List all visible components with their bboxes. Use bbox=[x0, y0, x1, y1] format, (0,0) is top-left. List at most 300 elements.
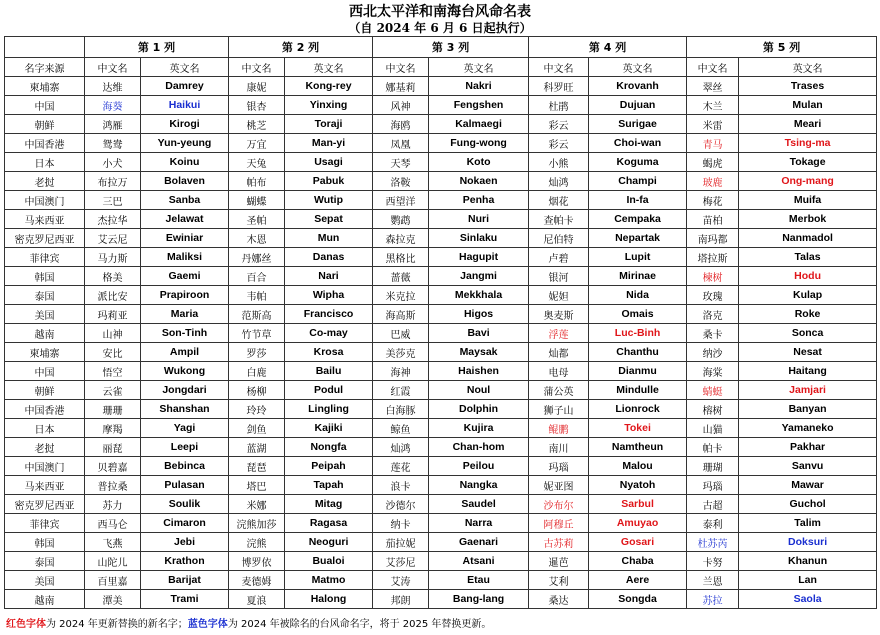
chinese-name-cell: 玫瑰 bbox=[687, 286, 739, 305]
english-name-cell: Bavi bbox=[429, 324, 529, 343]
table-row bbox=[5, 381, 877, 400]
english-name-cell: Wipha bbox=[285, 286, 373, 305]
table-body bbox=[5, 77, 877, 609]
list-2-header: 第 2 列 bbox=[229, 37, 373, 58]
name-source-cell: 老挝 bbox=[5, 172, 85, 191]
english-name-cell: Tokage bbox=[739, 153, 877, 172]
chinese-name-cell: 小犬 bbox=[85, 153, 141, 172]
english-name-cell: Haitang bbox=[739, 362, 877, 381]
english-name-cell: Nongfa bbox=[285, 438, 373, 457]
chinese-name-cell: 丹娜丝 bbox=[229, 248, 285, 267]
chinese-name-cell: 贝碧嘉 bbox=[85, 457, 141, 476]
english-name-cell: Lingling bbox=[285, 400, 373, 419]
table-row bbox=[5, 343, 877, 362]
english-name-cell: Khanun bbox=[739, 552, 877, 571]
english-name-cell: Sanba bbox=[141, 191, 229, 210]
english-name-cell: Banyan bbox=[739, 400, 877, 419]
chinese-name-cell: 玲玲 bbox=[229, 400, 285, 419]
english-name-cell: Nepartak bbox=[589, 229, 687, 248]
list-header-row bbox=[5, 37, 877, 58]
name-source-cell: 朝鲜 bbox=[5, 115, 85, 134]
english-name-cell: Peilou bbox=[429, 457, 529, 476]
chinese-name-cell: 百里嘉 bbox=[85, 571, 141, 590]
english-name-cell: Nanmadol bbox=[739, 229, 877, 248]
cn-column-header: 中文名 bbox=[373, 58, 429, 77]
table-row bbox=[5, 191, 877, 210]
english-name-cell: Nyatoh bbox=[589, 476, 687, 495]
english-name-cell: Danas bbox=[285, 248, 373, 267]
english-name-cell: Kirogi bbox=[141, 115, 229, 134]
english-name-cell: Lionrock bbox=[589, 400, 687, 419]
english-name-cell: Luc-Binh bbox=[589, 324, 687, 343]
chinese-name-cell: 云雀 bbox=[85, 381, 141, 400]
table-row bbox=[5, 153, 877, 172]
english-name-cell: Fung-wong bbox=[429, 134, 529, 153]
chinese-name-cell: 莲花 bbox=[373, 457, 429, 476]
chinese-name-cell: 麦德姆 bbox=[229, 571, 285, 590]
chinese-name-cell: 普拉桑 bbox=[85, 476, 141, 495]
en-column-header: 英文名 bbox=[589, 58, 687, 77]
chinese-name-cell: 茄拉妮 bbox=[373, 533, 429, 552]
chinese-name-cell: 达维 bbox=[85, 77, 141, 96]
english-name-cell: Peipah bbox=[285, 457, 373, 476]
english-name-cell: Atsani bbox=[429, 552, 529, 571]
chinese-name-cell: 尼伯特 bbox=[529, 229, 589, 248]
english-name-cell: Mirinae bbox=[589, 267, 687, 286]
chinese-name-cell: 苏拉 bbox=[687, 590, 739, 609]
chinese-name-cell: 剑鱼 bbox=[229, 419, 285, 438]
english-name-cell: Leepi bbox=[141, 438, 229, 457]
english-name-cell: Namtheun bbox=[589, 438, 687, 457]
chinese-name-cell: 泰利 bbox=[687, 514, 739, 533]
chinese-name-cell: 梅花 bbox=[687, 191, 739, 210]
english-name-cell: Gaenari bbox=[429, 533, 529, 552]
chinese-name-cell: 小熊 bbox=[529, 153, 589, 172]
table-row bbox=[5, 172, 877, 191]
chinese-name-cell: 卡努 bbox=[687, 552, 739, 571]
english-name-cell: Mulan bbox=[739, 96, 877, 115]
english-name-cell: Podul bbox=[285, 381, 373, 400]
chinese-name-cell: 圣帕 bbox=[229, 210, 285, 229]
english-name-cell: Kajiki bbox=[285, 419, 373, 438]
chinese-name-cell: 南玛都 bbox=[687, 229, 739, 248]
chinese-name-cell: 桃芝 bbox=[229, 115, 285, 134]
table-row bbox=[5, 476, 877, 495]
en-column-header: 英文名 bbox=[141, 58, 229, 77]
table-row bbox=[5, 286, 877, 305]
chinese-name-cell: 浮莲 bbox=[529, 324, 589, 343]
table-row bbox=[5, 400, 877, 419]
english-name-cell: Bualoi bbox=[285, 552, 373, 571]
chinese-name-cell: 杜苏芮 bbox=[687, 533, 739, 552]
cn-column-header: 中文名 bbox=[85, 58, 141, 77]
chinese-name-cell: 杜鹃 bbox=[529, 96, 589, 115]
chinese-name-cell: 白鹿 bbox=[229, 362, 285, 381]
english-name-cell: Ong-mang bbox=[739, 172, 877, 191]
chinese-name-cell: 灿都 bbox=[529, 343, 589, 362]
name-source-cell: 马来西亚 bbox=[5, 476, 85, 495]
english-name-cell: Surigae bbox=[589, 115, 687, 134]
chinese-name-cell: 西马仑 bbox=[85, 514, 141, 533]
chinese-name-cell: 娜基莉 bbox=[373, 77, 429, 96]
name-source-cell: 越南 bbox=[5, 590, 85, 609]
english-name-cell: Koguma bbox=[589, 153, 687, 172]
name-source-cell: 中国香港 bbox=[5, 400, 85, 419]
chinese-name-cell: 艾利 bbox=[529, 571, 589, 590]
chinese-name-cell: 帕布 bbox=[229, 172, 285, 191]
english-name-cell: Dianmu bbox=[589, 362, 687, 381]
name-source-cell: 马来西亚 bbox=[5, 210, 85, 229]
chinese-name-cell: 玛瑙 bbox=[529, 457, 589, 476]
title-block bbox=[0, 4, 880, 36]
english-name-cell: Jebi bbox=[141, 533, 229, 552]
name-source-cell: 柬埔寨 bbox=[5, 77, 85, 96]
chinese-name-cell: 艾莎尼 bbox=[373, 552, 429, 571]
chinese-name-cell: 布拉万 bbox=[85, 172, 141, 191]
cn-column-header: 中文名 bbox=[229, 58, 285, 77]
english-name-cell: Merbok bbox=[739, 210, 877, 229]
chinese-name-cell: 潭美 bbox=[85, 590, 141, 609]
chinese-name-cell: 海葵 bbox=[85, 96, 141, 115]
english-name-cell: Jangmi bbox=[429, 267, 529, 286]
english-name-cell: Hagupit bbox=[429, 248, 529, 267]
chinese-name-cell: 西望洋 bbox=[373, 191, 429, 210]
chinese-name-cell: 烟花 bbox=[529, 191, 589, 210]
english-name-cell: Nuri bbox=[429, 210, 529, 229]
chinese-name-cell: 格美 bbox=[85, 267, 141, 286]
english-name-cell: Soulik bbox=[141, 495, 229, 514]
name-source-cell: 朝鲜 bbox=[5, 381, 85, 400]
chinese-name-cell: 蝴蝶 bbox=[229, 191, 285, 210]
english-name-cell: Mekkhala bbox=[429, 286, 529, 305]
page-title: 西北太平洋和南海台风命名表 bbox=[349, 4, 531, 20]
name-source-cell: 菲律宾 bbox=[5, 248, 85, 267]
english-name-cell: Malou bbox=[589, 457, 687, 476]
name-source-cell: 老挝 bbox=[5, 438, 85, 457]
name-source-cell: 日本 bbox=[5, 419, 85, 438]
table-row bbox=[5, 533, 877, 552]
english-name-cell: Dujuan bbox=[589, 96, 687, 115]
english-name-cell: Amuyao bbox=[589, 514, 687, 533]
chinese-name-cell: 桑卡 bbox=[687, 324, 739, 343]
en-column-header: 英文名 bbox=[285, 58, 373, 77]
english-name-cell: Muifa bbox=[739, 191, 877, 210]
chinese-name-cell: 百合 bbox=[229, 267, 285, 286]
chinese-name-cell: 蒲公英 bbox=[529, 381, 589, 400]
english-name-cell: Choi-wan bbox=[589, 134, 687, 153]
table-row bbox=[5, 267, 877, 286]
chinese-name-cell: 鸳鸯 bbox=[85, 134, 141, 153]
chinese-name-cell: 木兰 bbox=[687, 96, 739, 115]
chinese-name-cell: 洛克 bbox=[687, 305, 739, 324]
chinese-name-cell: 桑达 bbox=[529, 590, 589, 609]
chinese-name-cell: 鲸鱼 bbox=[373, 419, 429, 438]
cn-column-header: 中文名 bbox=[687, 58, 739, 77]
chinese-name-cell: 灿鸿 bbox=[529, 172, 589, 191]
english-name-cell: Kujira bbox=[429, 419, 529, 438]
chinese-name-cell: 夏浪 bbox=[229, 590, 285, 609]
chinese-name-cell: 杰拉华 bbox=[85, 210, 141, 229]
english-name-cell: Mun bbox=[285, 229, 373, 248]
table-row bbox=[5, 552, 877, 571]
english-name-cell: Usagi bbox=[285, 153, 373, 172]
table-row bbox=[5, 134, 877, 153]
chinese-name-cell: 蔷薇 bbox=[373, 267, 429, 286]
chinese-name-cell: 玛瑙 bbox=[687, 476, 739, 495]
chinese-name-cell: 天兔 bbox=[229, 153, 285, 172]
chinese-name-cell: 妮亚图 bbox=[529, 476, 589, 495]
footnote bbox=[6, 615, 491, 630]
chinese-name-cell: 查帕卡 bbox=[529, 210, 589, 229]
chinese-name-cell: 纳卡 bbox=[373, 514, 429, 533]
english-name-cell: Koto bbox=[429, 153, 529, 172]
page-subtitle: （自 2024 年 6 月 6 日起执行） bbox=[348, 21, 532, 35]
name-source-cell: 韩国 bbox=[5, 533, 85, 552]
english-name-cell: Gaemi bbox=[141, 267, 229, 286]
chinese-name-cell: 沙布尔 bbox=[529, 495, 589, 514]
chinese-name-cell: 木恩 bbox=[229, 229, 285, 248]
english-name-cell: Kalmaegi bbox=[429, 115, 529, 134]
chinese-name-cell: 苗柏 bbox=[687, 210, 739, 229]
english-name-cell: Fengshen bbox=[429, 96, 529, 115]
english-name-cell: Shanshan bbox=[141, 400, 229, 419]
list-5-header: 第 5 列 bbox=[687, 37, 877, 58]
english-name-cell: Ampil bbox=[141, 343, 229, 362]
english-name-cell: Talim bbox=[739, 514, 877, 533]
english-name-cell: Yamaneko bbox=[739, 419, 877, 438]
chinese-name-cell: 妮妲 bbox=[529, 286, 589, 305]
english-name-cell: Cempaka bbox=[589, 210, 687, 229]
table-row bbox=[5, 229, 877, 248]
name-source-cell: 菲律宾 bbox=[5, 514, 85, 533]
english-name-cell: Bang-lang bbox=[429, 590, 529, 609]
chinese-name-cell: 塔巴 bbox=[229, 476, 285, 495]
chinese-name-cell: 古苏莉 bbox=[529, 533, 589, 552]
footnote-red-label: 红色字体 bbox=[6, 619, 46, 630]
table-row bbox=[5, 77, 877, 96]
english-name-cell: Mawar bbox=[739, 476, 877, 495]
table-row bbox=[5, 305, 877, 324]
english-name-cell: Trases bbox=[739, 77, 877, 96]
chinese-name-cell: 暹芭 bbox=[529, 552, 589, 571]
english-name-cell: Meari bbox=[739, 115, 877, 134]
name-source-cell: 密克罗尼西亚 bbox=[5, 495, 85, 514]
chinese-name-cell: 三巴 bbox=[85, 191, 141, 210]
chinese-name-cell: 凤凰 bbox=[373, 134, 429, 153]
chinese-name-cell: 南川 bbox=[529, 438, 589, 457]
chinese-name-cell: 白海豚 bbox=[373, 400, 429, 419]
english-name-cell: Narra bbox=[429, 514, 529, 533]
chinese-name-cell: 杨柳 bbox=[229, 381, 285, 400]
chinese-name-cell: 帕卡 bbox=[687, 438, 739, 457]
english-name-cell: Higos bbox=[429, 305, 529, 324]
chinese-name-cell: 艾涛 bbox=[373, 571, 429, 590]
english-name-cell: Francisco bbox=[285, 305, 373, 324]
chinese-name-cell: 浪卡 bbox=[373, 476, 429, 495]
chinese-name-cell: 森拉克 bbox=[373, 229, 429, 248]
name-source-cell: 中国 bbox=[5, 362, 85, 381]
english-name-cell: Sepat bbox=[285, 210, 373, 229]
footnote-blue-text: 为 2024 年被除名的台风命名字，将于 2025 年替换更新。 bbox=[227, 619, 492, 630]
chinese-name-cell: 珊瑚 bbox=[687, 457, 739, 476]
english-name-cell: In-fa bbox=[589, 191, 687, 210]
english-name-cell: Nesat bbox=[739, 343, 877, 362]
chinese-name-cell: 珊珊 bbox=[85, 400, 141, 419]
chinese-name-cell: 银河 bbox=[529, 267, 589, 286]
english-name-cell: Chan-hom bbox=[429, 438, 529, 457]
chinese-name-cell: 悟空 bbox=[85, 362, 141, 381]
english-name-cell: Ragasa bbox=[285, 514, 373, 533]
english-name-cell: Bolaven bbox=[141, 172, 229, 191]
chinese-name-cell: 古超 bbox=[687, 495, 739, 514]
english-name-cell: Maria bbox=[141, 305, 229, 324]
footnote-blue-label: 蓝色字体 bbox=[187, 619, 228, 630]
english-name-cell: Toraji bbox=[285, 115, 373, 134]
table-row bbox=[5, 590, 877, 609]
english-name-cell: Roke bbox=[739, 305, 877, 324]
chinese-name-cell: 风神 bbox=[373, 96, 429, 115]
english-name-cell: Etau bbox=[429, 571, 529, 590]
english-name-cell: Barijat bbox=[141, 571, 229, 590]
chinese-name-cell: 米娜 bbox=[229, 495, 285, 514]
name-source-cell: 柬埔寨 bbox=[5, 343, 85, 362]
english-name-cell: Matmo bbox=[285, 571, 373, 590]
chinese-name-cell: 蝎虎 bbox=[687, 153, 739, 172]
chinese-name-cell: 米雷 bbox=[687, 115, 739, 134]
table-row bbox=[5, 495, 877, 514]
chinese-name-cell: 马力斯 bbox=[85, 248, 141, 267]
name-source-cell: 密克罗尼西亚 bbox=[5, 229, 85, 248]
chinese-name-cell: 兰恩 bbox=[687, 571, 739, 590]
english-name-cell: Cimaron bbox=[141, 514, 229, 533]
chinese-name-cell: 巴威 bbox=[373, 324, 429, 343]
english-name-cell: Koinu bbox=[141, 153, 229, 172]
chinese-name-cell: 山猫 bbox=[687, 419, 739, 438]
name-source-cell: 泰国 bbox=[5, 286, 85, 305]
list-1-header: 第 1 列 bbox=[85, 37, 229, 58]
table-row bbox=[5, 457, 877, 476]
english-name-cell: Man-yi bbox=[285, 134, 373, 153]
chinese-name-cell: 丽琵 bbox=[85, 438, 141, 457]
english-name-cell: Mitag bbox=[285, 495, 373, 514]
cn-column-header: 中文名 bbox=[529, 58, 589, 77]
english-name-cell: Saudel bbox=[429, 495, 529, 514]
chinese-name-cell: 洛鞍 bbox=[373, 172, 429, 191]
chinese-name-cell: 青马 bbox=[687, 134, 739, 153]
chinese-name-cell: 海神 bbox=[373, 362, 429, 381]
english-name-cell: Chaba bbox=[589, 552, 687, 571]
english-name-cell: Sinlaku bbox=[429, 229, 529, 248]
name-source-cell: 美国 bbox=[5, 571, 85, 590]
table-row bbox=[5, 419, 877, 438]
table-row bbox=[5, 324, 877, 343]
chinese-name-cell: 飞燕 bbox=[85, 533, 141, 552]
english-name-cell: Noul bbox=[429, 381, 529, 400]
english-name-cell: Sanvu bbox=[739, 457, 877, 476]
chinese-name-cell: 邦朗 bbox=[373, 590, 429, 609]
chinese-name-cell: 竹节草 bbox=[229, 324, 285, 343]
chinese-name-cell: 狮子山 bbox=[529, 400, 589, 419]
english-name-cell: Jongdari bbox=[141, 381, 229, 400]
chinese-name-cell: 玻鹿 bbox=[687, 172, 739, 191]
chinese-name-cell: 博罗依 bbox=[229, 552, 285, 571]
chinese-name-cell: 奥麦斯 bbox=[529, 305, 589, 324]
chinese-name-cell: 山神 bbox=[85, 324, 141, 343]
english-name-cell: Pulasan bbox=[141, 476, 229, 495]
english-name-cell: Krovanh bbox=[589, 77, 687, 96]
english-name-cell: Nakri bbox=[429, 77, 529, 96]
chinese-name-cell: 海高斯 bbox=[373, 305, 429, 324]
english-name-cell: Talas bbox=[739, 248, 877, 267]
chinese-name-cell: 浣熊 bbox=[229, 533, 285, 552]
english-name-cell: Bebinca bbox=[141, 457, 229, 476]
chinese-name-cell: 摩羯 bbox=[85, 419, 141, 438]
chinese-name-cell: 蓝湖 bbox=[229, 438, 285, 457]
table-row bbox=[5, 571, 877, 590]
chinese-name-cell: 康妮 bbox=[229, 77, 285, 96]
column-header-row bbox=[5, 58, 877, 77]
list-4-header: 第 4 列 bbox=[529, 37, 687, 58]
chinese-name-cell: 万宜 bbox=[229, 134, 285, 153]
english-name-cell: Champi bbox=[589, 172, 687, 191]
chinese-name-cell: 安比 bbox=[85, 343, 141, 362]
english-name-cell: Maliksi bbox=[141, 248, 229, 267]
english-name-cell: Yinxing bbox=[285, 96, 373, 115]
list-3-header: 第 3 列 bbox=[373, 37, 529, 58]
english-name-cell: Nokaen bbox=[429, 172, 529, 191]
chinese-name-cell: 罗莎 bbox=[229, 343, 285, 362]
english-name-cell: Kong-rey bbox=[285, 77, 373, 96]
english-name-cell: Jamjari bbox=[739, 381, 877, 400]
english-name-cell: Doksuri bbox=[739, 533, 877, 552]
english-name-cell: Kulap bbox=[739, 286, 877, 305]
chinese-name-cell: 黑格比 bbox=[373, 248, 429, 267]
en-column-header: 英文名 bbox=[429, 58, 529, 77]
chinese-name-cell: 阿穆丘 bbox=[529, 514, 589, 533]
chinese-name-cell: 鲲鹏 bbox=[529, 419, 589, 438]
english-name-cell: Krathon bbox=[141, 552, 229, 571]
english-name-cell: Songda bbox=[589, 590, 687, 609]
english-name-cell: Dolphin bbox=[429, 400, 529, 419]
english-name-cell: Tapah bbox=[285, 476, 373, 495]
name-source-cell: 日本 bbox=[5, 153, 85, 172]
chinese-name-cell: 天琴 bbox=[373, 153, 429, 172]
chinese-name-cell: 银杏 bbox=[229, 96, 285, 115]
english-name-cell: Co-may bbox=[285, 324, 373, 343]
english-name-cell: Wutip bbox=[285, 191, 373, 210]
english-name-cell: Lupit bbox=[589, 248, 687, 267]
chinese-name-cell: 鹦鹉 bbox=[373, 210, 429, 229]
english-name-cell: Lan bbox=[739, 571, 877, 590]
chinese-name-cell: 电母 bbox=[529, 362, 589, 381]
chinese-name-cell: 红霞 bbox=[373, 381, 429, 400]
chinese-name-cell: 鸿雁 bbox=[85, 115, 141, 134]
english-name-cell: Sarbul bbox=[589, 495, 687, 514]
chinese-name-cell: 科罗旺 bbox=[529, 77, 589, 96]
english-name-cell: Hodu bbox=[739, 267, 877, 286]
english-name-cell: Bailu bbox=[285, 362, 373, 381]
english-name-cell: Krosa bbox=[285, 343, 373, 362]
english-name-cell: Neoguri bbox=[285, 533, 373, 552]
name-source-cell: 中国澳门 bbox=[5, 191, 85, 210]
table-row bbox=[5, 438, 877, 457]
english-name-cell: Omais bbox=[589, 305, 687, 324]
english-name-cell: Penha bbox=[429, 191, 529, 210]
english-name-cell: Trami bbox=[141, 590, 229, 609]
table-row bbox=[5, 362, 877, 381]
chinese-name-cell: 派比安 bbox=[85, 286, 141, 305]
name-source-cell: 中国香港 bbox=[5, 134, 85, 153]
